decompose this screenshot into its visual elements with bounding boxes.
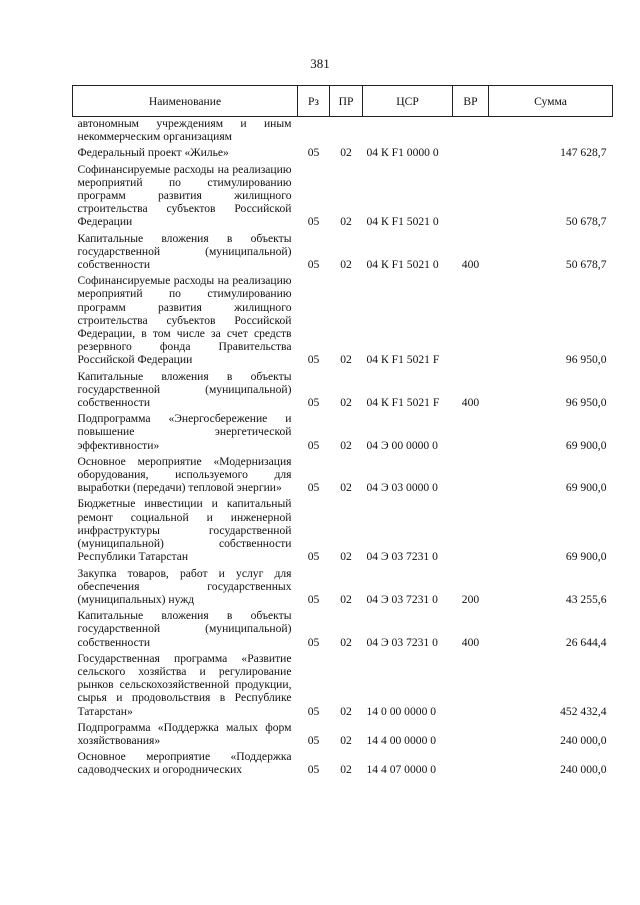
row-rz: 05 bbox=[307, 635, 320, 649]
row-sum: 50 678,7 bbox=[565, 258, 607, 272]
row-rz: 05 bbox=[307, 592, 320, 606]
row-pr: 02 bbox=[340, 438, 352, 452]
row-pr: 02 bbox=[340, 733, 352, 747]
row-vr: 400 bbox=[461, 396, 480, 410]
table-row bbox=[73, 412, 613, 455]
page-number: 381 bbox=[310, 56, 330, 71]
row-name: Софинансируемые расходы на реализацию мероприятий по стимулированию программ развития жилищного строительства субъектов Российской Федерации bbox=[77, 162, 292, 229]
header-sum: Сумма bbox=[489, 86, 613, 117]
header-name: Наименование bbox=[73, 86, 298, 117]
row-csr: 04 К F1 5021 0 bbox=[366, 215, 439, 229]
row-sum: 69 900,0 bbox=[565, 550, 607, 564]
row-name: Капитальные вложения в объекты государственной (муниципальной) собственности bbox=[77, 609, 292, 649]
row-rz: 05 bbox=[307, 215, 320, 229]
row-csr: 04 Э 03 7231 0 bbox=[366, 635, 438, 649]
row-csr: 14 4 07 0000 0 bbox=[366, 763, 437, 777]
row-name: Подпрограмма «Энергосбережение и повышение энергетической эффективности» bbox=[77, 412, 292, 452]
row-vr bbox=[453, 117, 489, 147]
row-name: Софинансируемые расходы на реализацию мероприятий по стимулированию программ развития жилищного строительства субъектов Российской Федерации, в том числе за счет средств резервного фонда Правительства Российской Федерации bbox=[77, 274, 292, 367]
row-pr: 02 bbox=[340, 763, 352, 777]
row-name: Основное мероприятие «Модернизация оборудования, используемого для выработки (передачи) тепловой энергии» bbox=[77, 454, 292, 495]
row-rz: 05 bbox=[307, 481, 320, 495]
row-sum: 50 678,7 bbox=[565, 215, 607, 229]
row-pr: 02 bbox=[340, 550, 352, 564]
table-row bbox=[73, 609, 613, 652]
row-csr: 04 Э 00 0000 0 bbox=[366, 438, 438, 452]
row-vr bbox=[453, 455, 489, 498]
row-sum: 69 900,0 bbox=[565, 481, 607, 495]
row-csr: 14 4 00 0000 0 bbox=[366, 733, 437, 747]
header-csr: ЦСР bbox=[363, 86, 453, 117]
row-sum: 240 000,0 bbox=[560, 733, 607, 747]
header-rz: Рз bbox=[298, 86, 330, 117]
row-vr bbox=[453, 412, 489, 455]
row-pr: 02 bbox=[340, 353, 352, 367]
row-pr: 02 bbox=[340, 215, 352, 229]
row-pr: 02 bbox=[340, 704, 352, 718]
row-name: Основное мероприятие «Поддержка садоводческих и огороднических bbox=[77, 750, 292, 777]
row-csr: 04 Э 03 0000 0 bbox=[366, 481, 438, 495]
budget-table bbox=[72, 85, 613, 780]
header-row bbox=[73, 86, 613, 117]
row-rz: 05 bbox=[307, 733, 320, 747]
row-pr: 02 bbox=[340, 258, 352, 272]
row-sum: 147 628,7 bbox=[560, 146, 607, 160]
row-rz bbox=[298, 117, 330, 147]
row-vr bbox=[453, 274, 489, 369]
row-rz: 05 bbox=[307, 146, 320, 160]
table-row bbox=[73, 117, 613, 147]
header-pr: ПР bbox=[330, 86, 363, 117]
row-vr bbox=[453, 652, 489, 721]
row-name: Подпрограмма «Поддержка малых форм хозяйствования» bbox=[77, 720, 292, 747]
row-sum: 69 900,0 bbox=[565, 438, 607, 452]
row-vr: 400 bbox=[461, 258, 480, 272]
row-name: Федеральный проект «Жилье» bbox=[77, 146, 229, 160]
table-row bbox=[73, 497, 613, 566]
row-vr: 200 bbox=[461, 592, 480, 606]
header-vr: ВР bbox=[453, 86, 489, 117]
row-csr: 04 К F1 5021 0 bbox=[366, 258, 439, 272]
row-sum: 96 950,0 bbox=[565, 353, 607, 367]
row-vr bbox=[453, 497, 489, 566]
table-row bbox=[73, 146, 613, 162]
row-vr bbox=[453, 750, 489, 779]
row-rz: 05 bbox=[307, 353, 320, 367]
row-rz: 05 bbox=[307, 763, 320, 777]
row-pr: 02 bbox=[340, 146, 352, 160]
row-sum: 96 950,0 bbox=[565, 396, 607, 410]
row-vr bbox=[453, 721, 489, 750]
row-csr: 04 Э 03 7231 0 bbox=[366, 550, 438, 564]
row-pr: 02 bbox=[340, 481, 352, 495]
table-row bbox=[73, 370, 613, 413]
row-vr bbox=[453, 163, 489, 232]
row-name: Государственная программа «Развитие сельского хозяйства и регулирование рынков сельскохозяйственной продукции, сырья и продовольствия в Республике Татарстан» bbox=[77, 651, 292, 718]
table-row bbox=[73, 567, 613, 610]
table-body bbox=[73, 117, 613, 780]
table-row bbox=[73, 652, 613, 721]
row-pr: 02 bbox=[340, 635, 352, 649]
row-pr bbox=[330, 117, 363, 147]
row-rz: 05 bbox=[307, 550, 320, 564]
table-row bbox=[73, 750, 613, 779]
row-name: Капитальные вложения в объекты государственной (муниципальной) собственности bbox=[77, 369, 292, 410]
row-vr bbox=[453, 146, 489, 162]
row-csr: 14 0 00 0000 0 bbox=[366, 704, 437, 718]
row-sum: 43 255,6 bbox=[565, 592, 607, 606]
table-header bbox=[73, 86, 613, 117]
table-row bbox=[73, 163, 613, 232]
row-rz: 05 bbox=[307, 438, 320, 452]
row-sum: 240 000,0 bbox=[560, 763, 607, 777]
row-name: автономным учреждениям и иным некоммерческим организациям bbox=[77, 117, 292, 144]
row-sum bbox=[489, 117, 613, 147]
row-csr: 04 К F1 5021 F bbox=[366, 353, 440, 367]
row-rz: 05 bbox=[307, 396, 320, 410]
row-pr: 02 bbox=[340, 396, 352, 410]
row-sum: 26 644,4 bbox=[565, 635, 607, 649]
row-name: Бюджетные инвестиции и капитальный ремонт социальной и инженерной инфраструктуры государственной (муниципальной) собственности Республики Татарстан bbox=[77, 497, 292, 564]
row-csr bbox=[363, 117, 453, 147]
table-row bbox=[73, 232, 613, 275]
row-rz: 05 bbox=[307, 704, 320, 718]
row-name: Капитальные вложения в объекты государственной (муниципальной) собственности bbox=[77, 231, 292, 272]
table-row bbox=[73, 721, 613, 750]
row-name: Закупка товаров, работ и услуг для обеспечения государственных (муниципальных) нужд bbox=[77, 566, 292, 606]
row-pr: 02 bbox=[340, 592, 352, 606]
table-row bbox=[73, 455, 613, 498]
row-csr: 04 К F1 5021 F bbox=[366, 396, 440, 410]
table-row bbox=[73, 274, 613, 369]
row-rz: 05 bbox=[307, 258, 320, 272]
row-sum: 452 432,4 bbox=[560, 704, 607, 718]
row-csr: 04 Э 03 7231 0 bbox=[366, 592, 438, 606]
row-vr: 400 bbox=[461, 635, 480, 649]
row-csr: 04 К F1 0000 0 bbox=[366, 146, 439, 160]
